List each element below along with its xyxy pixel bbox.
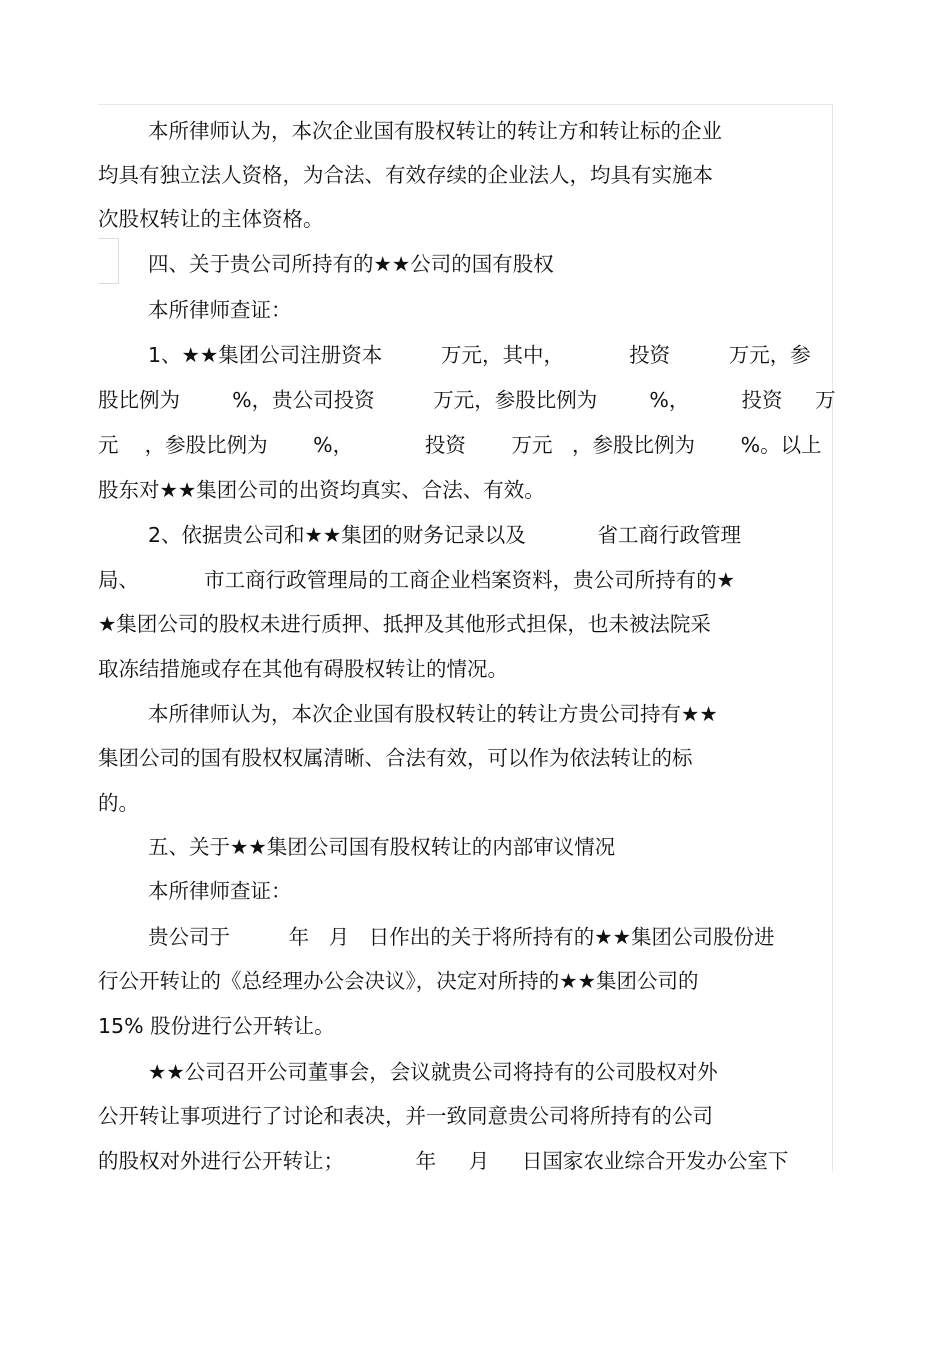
text-line: 均具有独立法人资格，为合法、有效存续的企业法人，均具有实施本 <box>98 163 713 187</box>
section-marker <box>98 238 119 284</box>
text-line: 的。 <box>98 791 139 815</box>
text-line: 元 ，参股比例为 %， 投资 万元 ，参股比例为 %。以上 <box>98 433 822 457</box>
text-line: 股东对★★集团公司的出资均真实、合法、有效。 <box>98 478 545 502</box>
text-line: 次股权转让的主体资格。 <box>98 207 324 231</box>
text-line: 局、 市工商行政管理局的工商企业档案资料，贵公司所持有的★ <box>98 568 736 592</box>
text-line: 本所律师认为，本次企业国有股权转让的转让方贵公司持有★★ <box>148 702 718 726</box>
page-frame-right <box>832 104 833 1172</box>
text-line: 贵公司于 年 月 日作出的关于将所持有的★★集团公司股份进 <box>148 925 775 949</box>
text-line: ★集团公司的股权未进行质押、抵押及其他形式担保，也未被法院采 <box>98 612 711 636</box>
text-line: 集团公司的国有股权权属清晰、合法有效，可以作为依法转让的标 <box>98 746 693 770</box>
text-line: 的股权对外进行公开转让； 年 月 日国家农业综合开发办公室下 <box>98 1149 789 1173</box>
text-line: 公开转让事项进行了讨论和表决，并一致同意贵公司将所持有的公司 <box>98 1104 713 1128</box>
text-line: 五、关于★★集团公司国有股权转让的内部审议情况 <box>148 835 616 859</box>
text-line: 四、关于贵公司所持有的★★公司的国有股权 <box>148 252 554 276</box>
text-line: 股比例为 %，贵公司投资 万元，参股比例为 %， 投资 万 <box>98 388 836 412</box>
text-line: 取冻结措施或存在其他有碍股权转让的情况。 <box>98 657 508 681</box>
text-line: 1、★★集团公司注册资本 万元，其中， 投资 万元，参 <box>148 343 811 367</box>
text-line: ★★公司召开公司董事会，会议就贵公司将持有的公司股权对外 <box>148 1060 718 1084</box>
text-line: 本所律师认为，本次企业国有股权转让的转让方和转让标的企业 <box>148 119 722 143</box>
text-line: 行公开转让的《总经理办公会决议》，决定对所持的★★集团公司的 <box>98 969 699 993</box>
text-line: 本所律师查证： <box>148 879 292 903</box>
text-line: 15% 股份进行公开转让。 <box>98 1014 335 1038</box>
page-frame-top <box>98 104 833 105</box>
text-line: 2、依据贵公司和★★集团的财务记录以及 省工商行政管理 <box>148 523 741 547</box>
text-line: 本所律师查证： <box>148 298 292 322</box>
